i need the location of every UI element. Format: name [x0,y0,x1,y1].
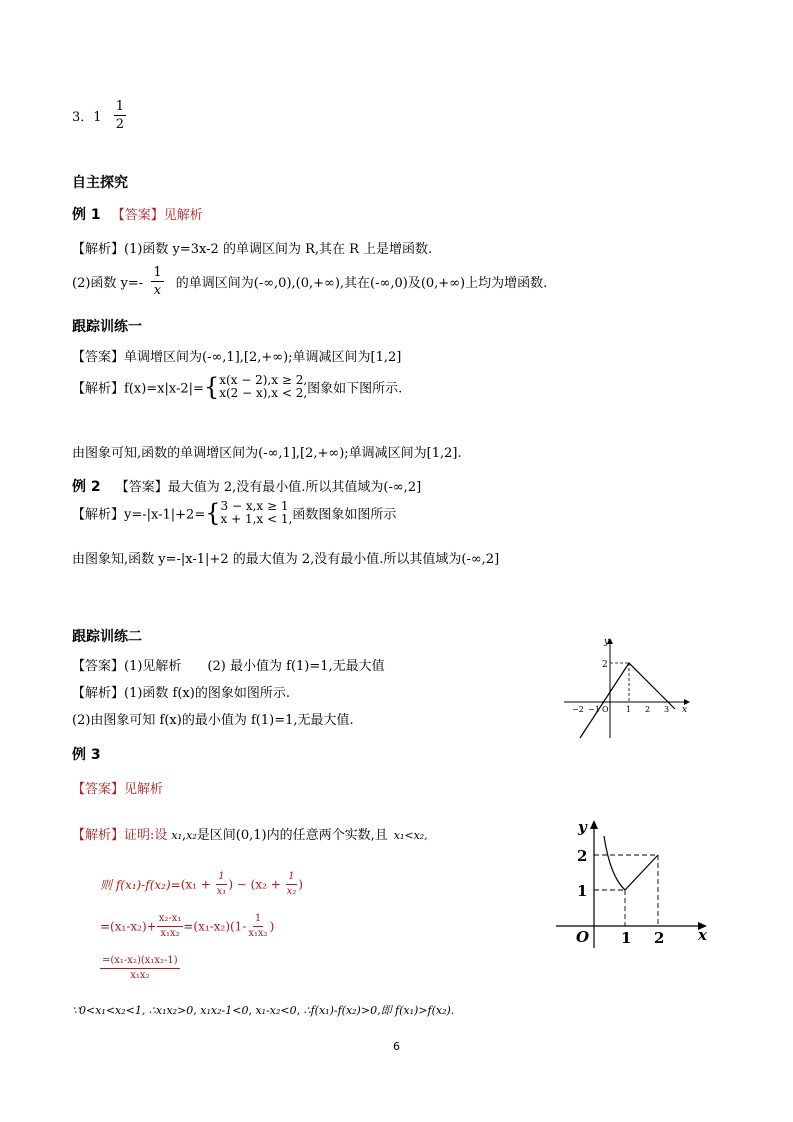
training-1-conclusion: 由图象可知,函数的单调增区间为(-∞,1],[2,+∞);单调减区间为[1,2]. [72,446,462,461]
brace-symbol: { [205,499,221,527]
x-tick-neg1: −1 [588,705,600,714]
example-2-answer-line [72,476,421,496]
graph-proof-function [552,814,722,954]
y-axis-label: y [578,818,587,836]
training-1-analysis: 【解析】f(x)=x|x-2|={ x(x − 2),x ≥ 2, x(2 − x),x < 2, 图象如下图所示. [72,373,403,401]
answer-line-prefix: 3．1 [72,110,102,125]
origin-label: O [576,928,590,946]
training-2-analysis-1: 【解析】(1)函数 f(x)的图象如图所示. [72,686,290,701]
y-tick-1: 1 [577,882,588,900]
example-2-analysis: 【解析】y=-|x-1|+2={ 3 − x,x ≥ 1 x + 1,x < 1, 函数图象如图所示 [72,499,397,527]
graph-abs-function [560,632,700,742]
proof-conclusion: ∵0<x₁<x₂<1, ∴x₁x₂>0, x₁x₂-1<0, x₁-x₂<0, ∴f(x₁)-f(x₂)>0,即 f(x₁)>f(x₂). [72,1004,455,1017]
training-2-analysis-2: (2)由图象可知 f(x)的最小值为 f(1)=1,无最大值. [72,713,354,728]
x-tick-2: 2 [645,705,651,714]
proof-equation-1: 则 f(x₁)-f(x₂)=(x₁ + $\frac{1}{\text{x₁}}$ ) − (x₂ + $\frac{1}{\text{x₂}}$ ) [100,871,303,897]
example-2-heading: 例 2 [72,479,101,495]
piecewise-cases: 3 − x,x ≥ 1 x + 1,x < 1, [220,499,293,526]
example-3-heading: 例 3 [72,747,101,763]
x-axis-label: x [682,705,688,715]
function-curve [604,836,658,890]
x-tick-neg2: −2 [572,705,584,714]
x-tick-1: 1 [621,929,632,947]
page-number: 6 [393,1040,400,1053]
answer-line-3 [72,100,126,131]
proof-equation-2: =(x₁-x₂)+ $\frac{\text{x₂-x₁}}{\text{x₁x₂}}$ =(x₁-x₂)(1- $\frac{1}{\text{x₁x₂}}$ ) [100,913,275,939]
x-axis-label: x [698,926,707,944]
x-tick-2: 2 [654,929,665,947]
training-1-title: 跟踪训练一 [72,319,142,335]
example-1-answer-line [72,204,203,224]
x-tick-3: 3 [664,705,670,714]
y-tick-2: 2 [602,660,608,670]
origin-label: O [602,705,609,714]
example-2-conclusion: 由图象知,函数 y=-|x-1|+2 的最大值为 2,没有最小值.所以其值域为(-∞,2] [72,552,500,567]
training-1-answer: 【答案】单调增区间为(-∞,1],[2,+∞);单调减区间为[1,2] [72,350,402,365]
piecewise-cases: x(x − 2),x ≥ 2, x(2 − x),x < 2, [219,373,308,400]
brace-symbol: { [203,373,220,401]
training-2-answer: 【答案】(1)见解析 (2) 最小值为 f(1)=1,无最大值 [72,659,385,674]
example-1-heading: 例 1 [72,207,101,223]
fraction-one-half: $\frac{1}{2}$ [115,99,124,132]
y-tick-2: 2 [577,847,588,865]
fraction-1-over-x: $\frac{1}{x}$ [153,265,162,298]
example-2-answer: 【答案】最大值为 2,没有最小值.所以其值域为(-∞,2] [115,480,422,495]
example-1-answer: 【答案】见解析 [111,208,203,223]
y-axis-arrow [590,820,598,829]
example-1-analysis-2: (2)函数 y=- $\frac{1}{x}$ 的单调区间为(-∞,0),(0,+∞),其在(-∞,0)及(0,+∞)上均为增函数. [72,265,548,298]
x-tick-1: 1 [626,705,632,714]
function-curve [580,663,675,738]
example-1-analysis-1: 【解析】(1)函数 y=3x-2 的单调区间为 R,其在 R 上是增函数. [72,242,433,257]
example-3-analysis: 【解析】证明:设 x₁,x₂是区间(0,1)内的任意两个实数,且 x₁<x₂, [72,828,428,843]
section-title-self-explore: 自主探究 [72,175,128,191]
proof-equation-3: $\frac{\text{=(x₁-x₂)(x₁x₂-1)}}{\text{x₁x₂}}$ [102,955,178,981]
training-2-title: 跟踪训练二 [72,629,142,645]
y-axis-label: y [604,637,610,647]
example-3-answer: 【答案】见解析 [72,782,164,797]
